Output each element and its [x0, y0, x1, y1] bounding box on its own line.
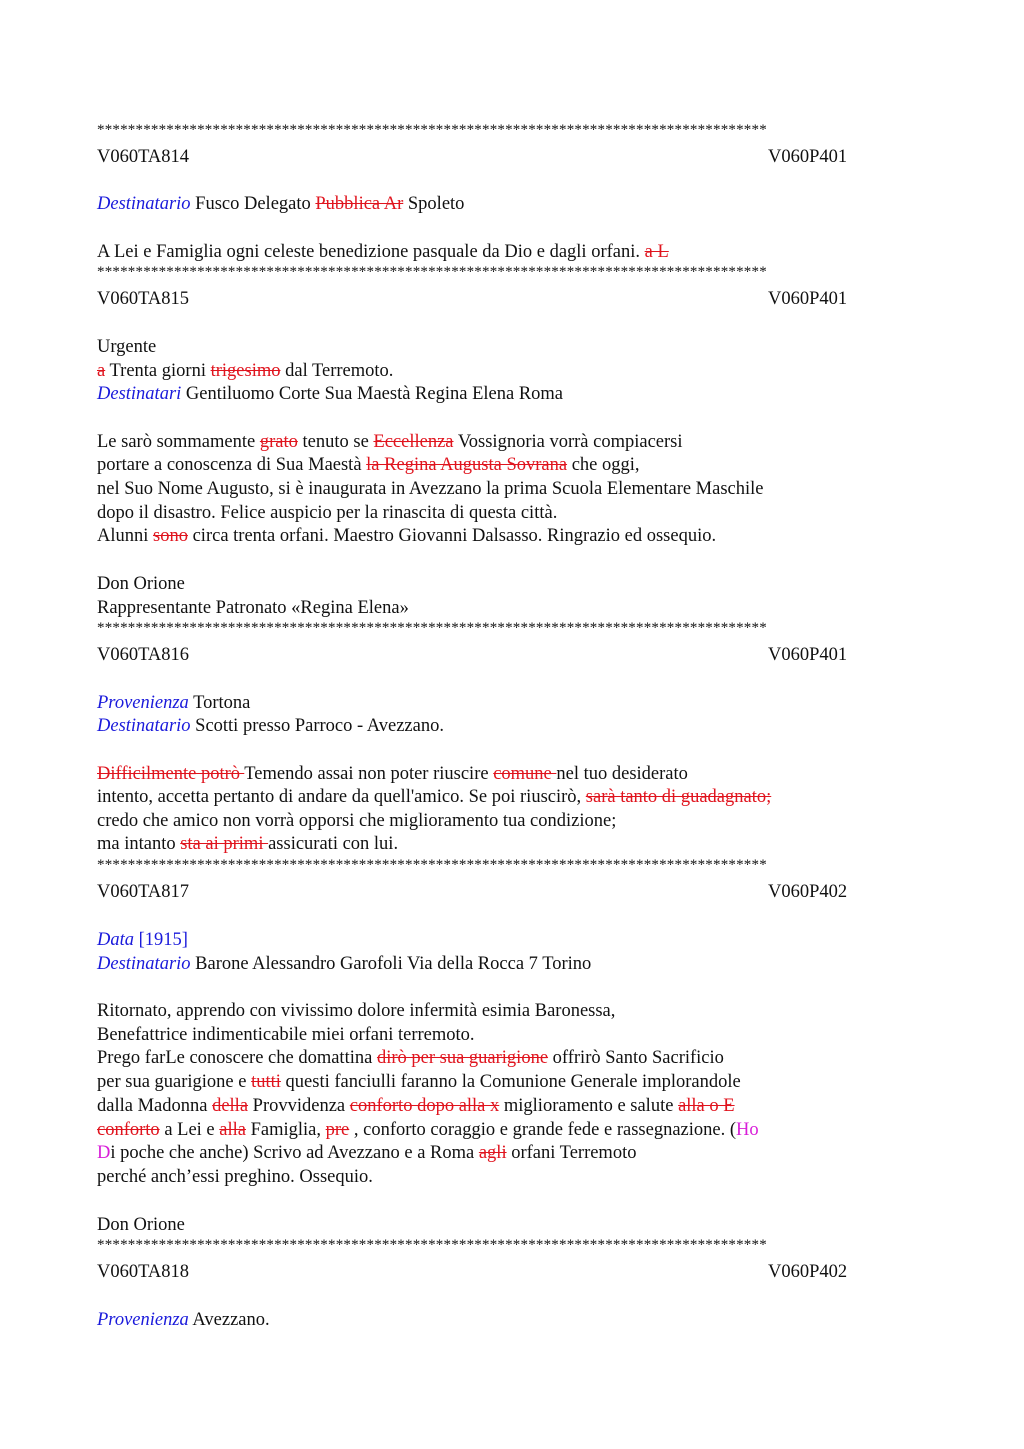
struck-text: pre [325, 1120, 350, 1140]
record-code: V060TA815 [97, 289, 190, 309]
struck-text: della [212, 1096, 249, 1116]
separator-stars: *************************************************************************************** [97, 122, 767, 138]
page-code: V060P402 [768, 1262, 848, 1282]
body-line: ma intanto sta ai primi assicurati con lui. [97, 834, 399, 854]
struck-text: sarà tanto di guadagnato; [585, 787, 772, 807]
struck-text: dirò per sua guarigione [376, 1048, 549, 1068]
struck-text: Eccellenza [373, 432, 454, 452]
body-line: Di poche che anche) Scrivo ad Avezzano e a Roma agli orfani Terremoto [97, 1143, 637, 1163]
body-line: nel Suo Nome Augusto, si è inaugurata in Avezzano la prima Scuola Elementare Maschile [97, 479, 764, 499]
body-line: Prego farLe conoscere che domattina dirò per sua guarigione offrirò Santo Sacrificio [97, 1048, 724, 1068]
struck-text: la Regina Augusta Sovrana [366, 455, 568, 475]
struck-text: agli [478, 1143, 507, 1163]
signature: Don Orione [97, 1215, 185, 1235]
body-line: dopo il disastro. Felice auspicio per la rinascita di questa città. [97, 503, 558, 523]
body-line: Difficilmente potrò Temendo assai non poter riuscire comune nel tuo desiderato [97, 764, 688, 784]
origin-line: Provenienza Avezzano. [97, 1310, 270, 1330]
field-label: Destinatario [97, 194, 191, 214]
struck-text: conforto dopo alla x [349, 1096, 500, 1116]
struck-text: Difficilmente potrò [97, 764, 245, 784]
record-code: V060TA814 [97, 147, 190, 167]
inserted-text: D [97, 1143, 111, 1163]
struck-text: trigesimo [210, 361, 281, 381]
field-label: Destinatario [97, 954, 191, 974]
recipient-line: Destinatario Fusco Delegato Pubblica Ar Spoleto [97, 194, 465, 214]
body-line: portare a conoscenza di Sua Maestà la Regina Augusta Sovrana che oggi, [97, 455, 640, 475]
body-line: a Trenta giorni trigesimo dal Terremoto. [97, 361, 394, 381]
field-label: Destinatari [97, 384, 182, 404]
urgent-label: Urgente [97, 337, 157, 357]
struck-text: conforto [97, 1120, 160, 1140]
page-code: V060P401 [768, 147, 848, 167]
separator-stars: *************************************************************************************** [97, 857, 767, 873]
record-code: V060TA816 [97, 645, 190, 665]
body-line: intento, accetta pertanto di andare da quell'amico. Se poi riuscirò, sarà tanto di guadagnato; [97, 787, 772, 807]
record-code: V060TA818 [97, 1262, 190, 1282]
body-line: perché anch’essi preghino. Ossequio. [97, 1167, 373, 1187]
body-line: dalla Madonna della Provvidenza conforto dopo alla x miglioramento e salute alla o E [97, 1096, 735, 1116]
struck-text: comune [493, 764, 557, 784]
separator-stars: *************************************************************************************** [97, 620, 767, 636]
body-line: per sua guarigione e tutti questi fanciulli faranno la Comunione Generale implorandole [97, 1072, 741, 1092]
body-line: Benefattrice indimenticabile miei orfani terremoto. [97, 1025, 475, 1045]
struck-text: tutti [251, 1072, 281, 1092]
recipient-line: Destinatario Barone Alessandro Garofoli Via della Rocca 7 Torino [97, 954, 592, 974]
struck-text: sta ai primi [180, 834, 269, 854]
struck-text: a L [644, 242, 669, 262]
body-line: credo che amico non vorrà opporsi che miglioramento tua condizione; [97, 811, 617, 831]
recipient-line: Destinatario Scotti presso Parroco - Avezzano. [97, 716, 444, 736]
body-line: Ritornato, apprendo con vivissimo dolore infermità esimia Baronessa, [97, 1001, 616, 1021]
struck-text: Pubblica Ar [315, 194, 404, 214]
date-line [97, 929, 188, 953]
field-label: Data [97, 930, 134, 950]
record-code: V060TA817 [97, 882, 190, 902]
field-label: Provenienza [97, 1310, 189, 1330]
struck-text: a [97, 361, 106, 381]
page-code: V060P402 [768, 882, 848, 902]
page-code: V060P401 [768, 289, 848, 309]
struck-text: alla [219, 1120, 246, 1140]
page-code: V060P401 [768, 645, 848, 665]
inserted-text: Ho [736, 1120, 759, 1140]
signature-title: Rappresentante Patronato «Regina Elena» [97, 598, 409, 618]
date-value: [1915] [138, 930, 188, 950]
struck-text: grato [259, 432, 298, 452]
struck-text: sono [153, 526, 188, 546]
body-line: conforto a Lei e alla Famiglia, pre , conforto coraggio e grande fede e rassegnazione. (Ho [97, 1120, 759, 1140]
body-line: A Lei e Famiglia ogni celeste benedizione pasquale da Dio e dagli orfani. a L [97, 242, 669, 262]
field-label: Destinatario [97, 716, 191, 736]
body-line: Le sarò sommamente grato tenuto se Eccellenza Vossignoria vorrà compiacersi [97, 432, 683, 452]
signature: Don Orione [97, 574, 185, 594]
body-line: Alunni sono circa trenta orfani. Maestro Giovanni Dalsasso. Ringrazio ed ossequio. [97, 526, 717, 546]
separator-stars: *************************************************************************************** [97, 264, 767, 280]
field-label: Provenienza [97, 693, 189, 713]
recipient-line: Destinatari Gentiluomo Corte Sua Maestà Regina Elena Roma [97, 384, 564, 404]
struck-text: alla o E [678, 1096, 735, 1116]
separator-stars: *************************************************************************************** [97, 1237, 767, 1253]
origin-line: Provenienza Tortona [97, 693, 251, 713]
